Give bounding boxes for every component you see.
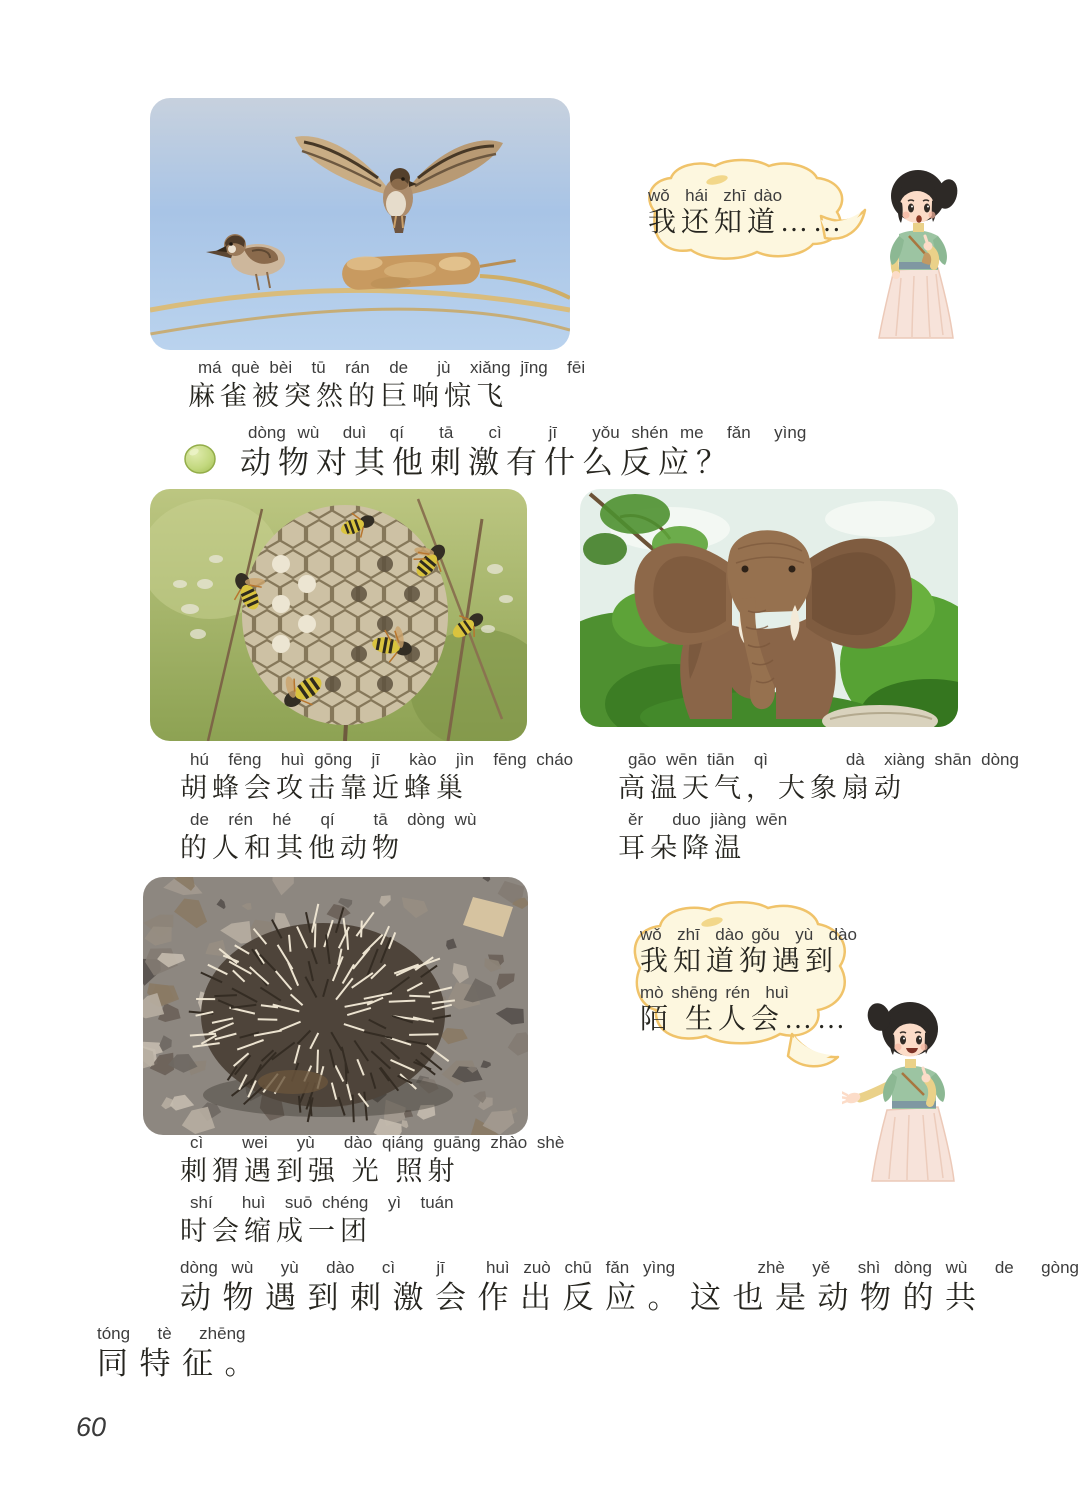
elephant-caption-hanzi-1: 高温天气，大象扇动 bbox=[618, 773, 906, 803]
bubble-2-pinyin-1: wǒ zhī dào gǒu yù dào bbox=[640, 925, 857, 944]
hedgehog-illustration bbox=[143, 877, 528, 1135]
girl-character-1 bbox=[866, 158, 966, 340]
sparrow-caption-pinyin: má què bèi tū rán de jù xiǎng jīng fēi bbox=[198, 358, 586, 377]
paragraph-pinyin-1: dòng wù yù dào cì jī huì zuò chū fǎn yìng zhè yě shì dòng wù de gòng bbox=[180, 1258, 1079, 1277]
paragraph-hanzi-2: 同特征。 bbox=[97, 1346, 267, 1381]
bubble-1-text bbox=[648, 186, 846, 240]
bubble-2-pinyin-2: mò shēng rén huì bbox=[640, 983, 790, 1002]
elephant-photo bbox=[580, 489, 958, 727]
elephant-caption-hanzi-2: 耳朵降温 bbox=[618, 833, 746, 863]
wasp-caption-pinyin-2: de rén hé qí tā dòng wù bbox=[190, 810, 477, 829]
sparrow-caption-hanzi: 麻雀被突然的巨响惊飞 bbox=[188, 381, 508, 411]
page-number: 60 bbox=[76, 1412, 107, 1442]
question-bullet-icon bbox=[183, 443, 217, 475]
hedgehog-curled-photo bbox=[143, 877, 528, 1135]
elephant-illustration bbox=[580, 489, 958, 727]
hedgehog-caption-hanzi-2: 时会缩成一团 bbox=[180, 1216, 372, 1246]
wasp-caption bbox=[180, 750, 573, 870]
sparrow-caption bbox=[188, 358, 585, 414]
hedgehog-caption bbox=[180, 1133, 564, 1253]
question-pinyin: dòng wù duì qí tā cì jī yǒu shén me fǎn yìng bbox=[248, 423, 807, 442]
question-block bbox=[240, 423, 806, 483]
summary-paragraph bbox=[97, 1258, 1079, 1384]
bubble-2-text bbox=[640, 925, 857, 1041]
bubble-1-hanzi: 我还知道…… bbox=[648, 207, 847, 238]
hedgehog-caption-pinyin-2: shí huì suō chéng yì tuán bbox=[190, 1193, 454, 1212]
wasp-caption-pinyin-1: hú fēng huì gōng jī kào jìn fēng cháo bbox=[190, 750, 574, 769]
bubble-2-hanzi-1: 我知道狗遇到 bbox=[640, 946, 839, 977]
wasp-nest-illustration bbox=[150, 489, 527, 741]
question-hanzi: 动物对其他刺激有什么反应？ bbox=[240, 445, 734, 480]
girl-character-2 bbox=[842, 985, 972, 1185]
bubble-1-pinyin: wǒ hái zhī dào bbox=[648, 186, 783, 205]
sparrows-illustration bbox=[150, 98, 570, 350]
sparrows-startled-photo bbox=[150, 98, 570, 350]
elephant-caption bbox=[618, 750, 1019, 870]
elephant-caption-pinyin-2: ěr duo jiàng wēn bbox=[628, 810, 788, 829]
paragraph-pinyin-2: tóng tè zhēng bbox=[97, 1324, 246, 1343]
hedgehog-caption-pinyin-1: cì wei yù dào qiáng guāng zhào shè bbox=[190, 1133, 565, 1152]
hedgehog-caption-hanzi-1: 刺猬遇到强 光 照射 bbox=[180, 1156, 460, 1186]
paragraph-hanzi-1: 动物遇到刺激会作出反应。这也是动物的共 bbox=[180, 1280, 988, 1315]
bubble-2-hanzi-2: 陌 生人会…… bbox=[640, 1004, 851, 1035]
wasp-caption-hanzi-2: 的人和其他动物 bbox=[180, 833, 404, 863]
elephant-caption-pinyin-1: gāo wēn tiān qì dà xiàng shān dòng bbox=[628, 750, 1019, 769]
wasp-caption-hanzi-1: 胡蜂会攻击靠近蜂巢 bbox=[180, 773, 468, 803]
wasp-nest-photo bbox=[150, 489, 527, 741]
